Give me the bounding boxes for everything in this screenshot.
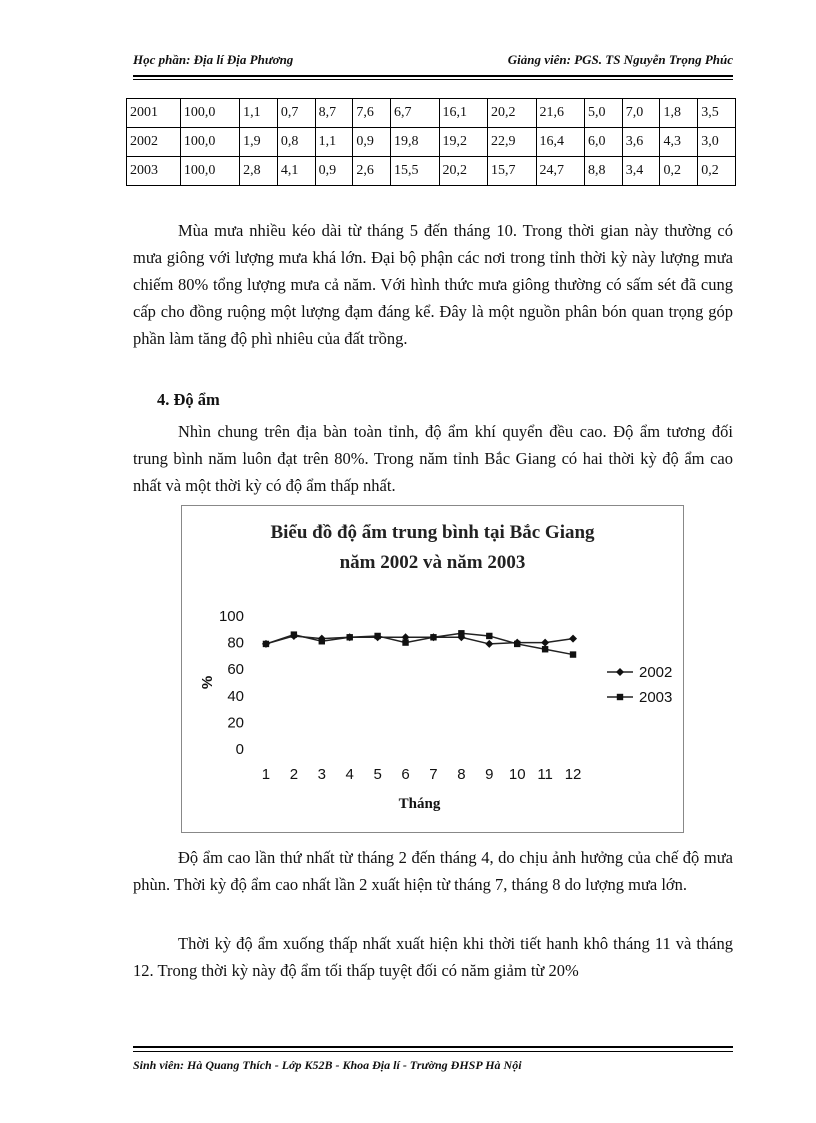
- x-axis-label: Tháng: [398, 796, 441, 812]
- table-cell: 8,8: [585, 157, 623, 186]
- legend-label-2002: 2002: [639, 664, 673, 681]
- table-cell: 21,6: [536, 99, 585, 128]
- x-tick-label: 2: [289, 766, 299, 783]
- x-tick-label: 11: [537, 766, 553, 783]
- data-point-2003: [347, 634, 353, 640]
- table-cell: 100,0: [180, 128, 239, 157]
- y-axis-label: %: [199, 675, 216, 690]
- data-point-2003: [374, 633, 380, 639]
- y-tick-label: 80: [227, 634, 244, 652]
- series-line-2003: [266, 633, 573, 654]
- x-tick-label: 4: [345, 766, 354, 783]
- humidity-chart: [181, 505, 684, 833]
- table-cell: 20,2: [488, 99, 537, 128]
- table-cell: 6,0: [585, 128, 623, 157]
- x-tick-label: 3: [317, 766, 326, 783]
- table-cell: 3,5: [698, 99, 736, 128]
- table-cell: 2001: [127, 99, 181, 128]
- table-cell: 2,6: [353, 157, 391, 186]
- paragraph-humidity-low: [133, 930, 733, 984]
- table-cell: 7,6: [353, 99, 391, 128]
- paragraph-humidity-high: [133, 844, 733, 898]
- table-cell: 4,3: [660, 128, 698, 157]
- header-rule-thin: [133, 79, 733, 80]
- chart-title-line2: năm 2002 và năm 2003: [339, 552, 526, 573]
- footer-rule-thick: [133, 1046, 733, 1048]
- y-tick-label: 60: [227, 661, 244, 679]
- y-tick-label: 0: [235, 741, 244, 758]
- data-point-2003: [458, 630, 464, 636]
- x-tick-label: 8: [457, 766, 466, 783]
- data-point-2003: [402, 639, 408, 645]
- table-cell: 2002: [127, 128, 181, 157]
- legend-marker-2002: [616, 668, 624, 676]
- table-cell: 1,1: [315, 128, 353, 157]
- data-point-2003: [486, 633, 492, 639]
- footer-rule-thin: [133, 1051, 733, 1052]
- table-cell: 6,7: [391, 99, 440, 128]
- x-tick-label: 9: [485, 766, 494, 783]
- table-cell: 3,4: [622, 157, 660, 186]
- data-point-2002: [485, 640, 493, 648]
- table-cell: 8,7: [315, 99, 353, 128]
- rainfall-table: [126, 98, 736, 186]
- x-tick-label: 12: [564, 766, 582, 783]
- data-point-2002: [541, 639, 549, 647]
- data-point-2003: [514, 641, 520, 647]
- chart-plot: [182, 506, 683, 832]
- paragraph-rain-text: Mùa mưa nhiều kéo dài từ tháng 5 đến tháng 10. Trong thời gian này thường có mưa giông với lượng mưa khá lớn. Đại bộ phận các nơi trong tỉnh thời kỳ này lượng mưa chiếm 80% tổng lượng mưa cả năm. Với hình thức mưa giông thường có sấm sét đã cung cấp cho đồng ruộng một lượng đạm đáng kể. Đây là một nguồn phân bón quan trọng góp phần làm tăng độ phì nhiêu của đất trồng.: [133, 221, 733, 348]
- table-cell: 0,9: [315, 157, 353, 186]
- table-cell: 0,2: [660, 157, 698, 186]
- table-cell: 19,2: [439, 128, 488, 157]
- x-tick-label: 6: [401, 766, 410, 783]
- table-cell: 0,2: [698, 157, 736, 186]
- table-cell: 16,4: [536, 128, 585, 157]
- data-point-2003: [319, 638, 325, 644]
- table-cell: 1,8: [660, 99, 698, 128]
- table-row: [127, 157, 736, 186]
- legend-marker-2003: [617, 694, 623, 700]
- table-cell: 0,7: [277, 99, 315, 128]
- table-row: [127, 99, 736, 128]
- table-cell: 2003: [127, 157, 181, 186]
- x-tick-label: 10: [508, 766, 526, 783]
- data-point-2003: [263, 641, 269, 647]
- table-cell: 1,9: [240, 128, 278, 157]
- table-cell: 22,9: [488, 128, 537, 157]
- x-tick-label: 5: [373, 766, 382, 783]
- data-point-2003: [430, 634, 436, 640]
- table-cell: 16,1: [439, 99, 488, 128]
- table-cell: 5,0: [585, 99, 623, 128]
- x-tick-label: 1: [261, 766, 271, 783]
- table-cell: 4,1: [277, 157, 315, 186]
- table-cell: 100,0: [180, 157, 239, 186]
- paragraph-humidity-low-text: Thời kỳ độ ẩm xuống thấp nhất xuất hiện khi thời tiết hanh khô tháng 11 và tháng 12. Trong thời kỳ này độ ẩm tối thấp tuyệt đối có năm giảm từ 20%: [133, 934, 733, 980]
- table-cell: 19,8: [391, 128, 440, 157]
- y-tick-label: 40: [227, 687, 244, 705]
- table-cell: 24,7: [536, 157, 585, 186]
- paragraph-humidity-intro: [133, 418, 733, 499]
- chart-title-line1: Biểu đồ độ ẩm trung bình tại Bắc Giang: [270, 522, 595, 543]
- paragraph-rain-season: [133, 217, 733, 352]
- table-cell: 7,0: [622, 99, 660, 128]
- page-header: [133, 52, 733, 72]
- table-cell: 0,9: [353, 128, 391, 157]
- data-point-2002: [569, 635, 577, 643]
- table-cell: 100,0: [180, 99, 239, 128]
- header-course: Học phần: Địa lí Địa Phương: [133, 52, 294, 67]
- table-cell: 20,2: [439, 157, 488, 186]
- table-cell: 15,7: [488, 157, 537, 186]
- table-cell: 0,8: [277, 128, 315, 157]
- table-cell: 3,6: [622, 128, 660, 157]
- table-cell: 15,5: [391, 157, 440, 186]
- data-point-2003: [570, 651, 576, 657]
- y-tick-label: 100: [218, 608, 244, 625]
- data-point-2003: [291, 631, 297, 637]
- table-cell: 3,0: [698, 128, 736, 157]
- paragraph-humidity-intro-text: Nhìn chung trên địa bàn toàn tỉnh, độ ẩm khí quyển đều cao. Độ ẩm tương đối trung bình năm luôn đạt trên 80%. Trong năm tỉnh Bắc Giang có hai thời kỳ độ ẩm cao nhất và một thời kỳ có độ ẩm thấp nhất.: [133, 422, 733, 495]
- header-rule-thick: [133, 75, 733, 77]
- y-tick-label: 20: [227, 714, 244, 732]
- page-footer: Sinh viên: Hà Quang Thích - Lớp K52B - Khoa Địa lí - Trường ĐHSP Hà Nội: [133, 1058, 522, 1072]
- table-cell: 2,8: [240, 157, 278, 186]
- header-lecturer: Giảng viên: PGS. TS Nguyễn Trọng Phúc: [507, 52, 733, 67]
- x-tick-label: 7: [429, 766, 438, 783]
- table-cell: 1,1: [240, 99, 278, 128]
- section-heading-humidity: 4. Độ ẩm: [157, 390, 220, 409]
- table-row: [127, 128, 736, 157]
- data-point-2003: [542, 646, 548, 652]
- paragraph-humidity-high-text: Độ ẩm cao lần thứ nhất từ tháng 2 đến tháng 4, do chịu ảnh hưởng của chế độ mưa phùn. Thời kỳ độ ẩm cao nhất lần 2 xuất hiện từ tháng 7, tháng 8 do lượng mưa lớn.: [133, 848, 733, 894]
- legend-label-2003: 2003: [639, 689, 673, 706]
